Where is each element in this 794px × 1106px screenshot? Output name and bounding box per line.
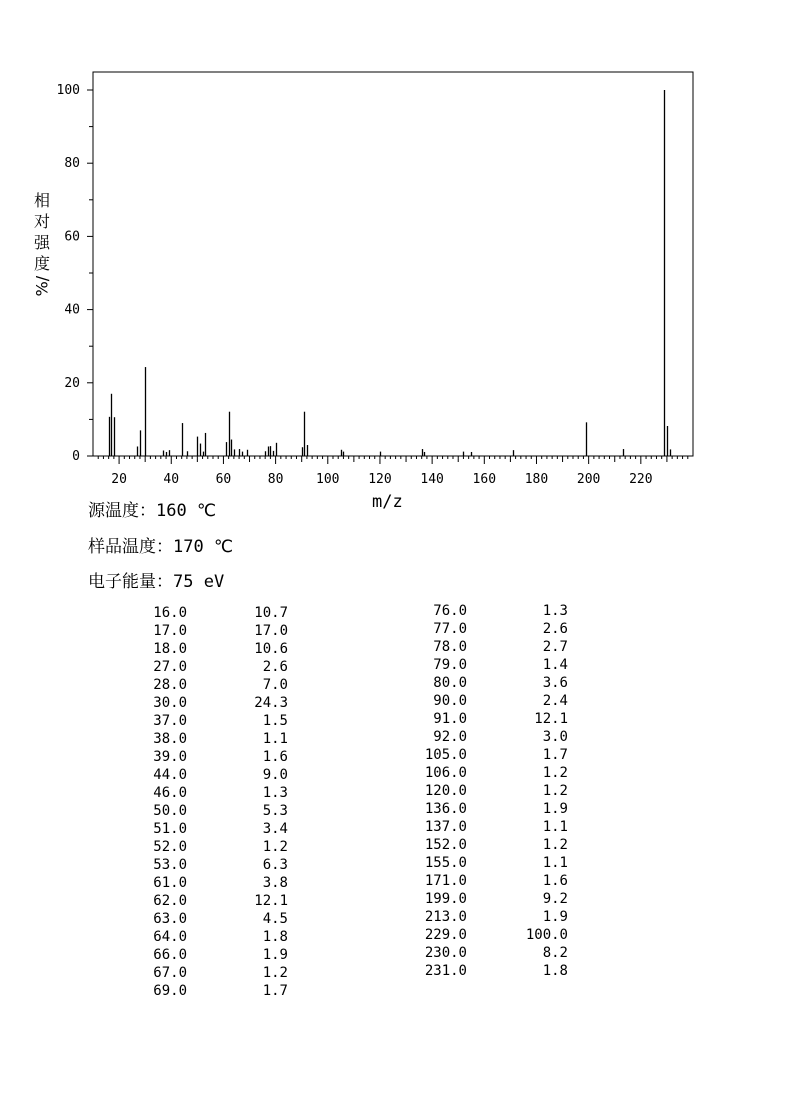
- peak-abundance: 100.0: [525, 927, 568, 943]
- peak-row: [420, 872, 568, 890]
- peak-abundance: 1.3: [542, 603, 568, 619]
- y-axis-label-char: 对: [33, 212, 50, 231]
- source-temperature: 源温度：160 ℃: [88, 501, 217, 521]
- peak-row: [420, 818, 568, 836]
- plot-frame: [93, 72, 693, 456]
- peak-abundance: 1.1: [542, 819, 568, 835]
- peak-row: [140, 964, 288, 982]
- peak-mz: 213.0: [424, 909, 467, 925]
- x-tick-label: 160: [472, 472, 497, 487]
- peak-mz: 152.0: [424, 837, 467, 853]
- x-tick-label: 60: [215, 472, 232, 487]
- peak-abundance: 1.4: [542, 657, 568, 673]
- y-axis-label: [32, 190, 52, 297]
- peak-row: [140, 982, 288, 1000]
- peak-mz: 90.0: [433, 693, 467, 709]
- peak-mz: 230.0: [424, 945, 467, 961]
- peak-mz: 37.0: [153, 713, 187, 729]
- peak-abundance: 1.6: [542, 873, 568, 889]
- y-tick-label: 40: [64, 302, 80, 318]
- peak-mz: 136.0: [424, 801, 467, 817]
- peak-row: [420, 692, 568, 710]
- peak-row: [140, 640, 288, 658]
- peak-row: [140, 784, 288, 802]
- peak-row: [140, 766, 288, 784]
- peak-abundance: 1.8: [262, 929, 288, 945]
- peak-mz: 67.0: [153, 965, 187, 981]
- peak-mz: 18.0: [153, 641, 187, 657]
- peak-abundance: 17.0: [254, 623, 288, 639]
- peak-mz: 120.0: [424, 783, 467, 799]
- peak-row: [420, 602, 568, 620]
- peak-row: [140, 946, 288, 964]
- peak-row: [140, 802, 288, 820]
- peak-mz: 155.0: [424, 855, 467, 871]
- peak-mz: 38.0: [153, 731, 187, 747]
- peak-mz: 63.0: [153, 911, 187, 927]
- peak-mz: 51.0: [153, 821, 187, 837]
- peak-mz: 17.0: [153, 623, 187, 639]
- y-axis-label-char: 度: [33, 254, 50, 273]
- peak-mz: 76.0: [433, 603, 467, 619]
- peak-mz: 53.0: [153, 857, 187, 873]
- peak-mz: 231.0: [424, 963, 467, 979]
- x-axis: [98, 456, 688, 487]
- peak-mz: 171.0: [424, 873, 467, 889]
- peak-abundance: 3.4: [262, 821, 288, 837]
- peak-abundance: 3.0: [542, 729, 568, 745]
- y-tick-label: 80: [64, 156, 80, 172]
- peak-abundance: 12.1: [254, 893, 288, 909]
- peak-abundance: 5.3: [262, 803, 288, 819]
- peak-row: [420, 836, 568, 854]
- peak-abundance: 4.5: [262, 911, 288, 927]
- peak-row: [420, 800, 568, 818]
- y-tick-label: 0: [72, 449, 80, 464]
- peak-row: [140, 838, 288, 856]
- peak-table-right: [420, 602, 568, 980]
- peak-abundance: 10.6: [254, 641, 288, 657]
- peak-mz: 79.0: [433, 657, 467, 673]
- x-tick-label: 20: [111, 472, 127, 487]
- peak-bars: [110, 90, 671, 456]
- peak-row: [420, 926, 568, 944]
- peak-mz: 44.0: [153, 767, 187, 783]
- peak-row: [140, 820, 288, 838]
- peak-mz: 69.0: [153, 983, 187, 999]
- peak-table-left: [140, 604, 288, 1000]
- peak-abundance: 3.8: [262, 875, 288, 891]
- peak-abundance: 1.7: [262, 983, 288, 999]
- peak-mz: 91.0: [433, 711, 467, 727]
- peak-abundance: 9.0: [262, 767, 288, 783]
- peak-mz: 78.0: [433, 639, 467, 655]
- peak-row: [420, 890, 568, 908]
- x-tick-label: 120: [368, 472, 392, 487]
- peak-abundance: 1.9: [542, 801, 568, 817]
- peak-abundance: 1.2: [262, 965, 288, 981]
- peak-row: [420, 638, 568, 656]
- peak-mz: 39.0: [153, 749, 187, 765]
- peak-row: [420, 728, 568, 746]
- peak-mz: 199.0: [424, 891, 467, 907]
- peak-abundance: 6.3: [262, 857, 288, 873]
- peak-row: [420, 944, 568, 962]
- peak-row: [140, 910, 288, 928]
- y-axis-unit: %/: [32, 275, 52, 297]
- y-tick-label: 100: [56, 83, 80, 98]
- peak-abundance: 1.9: [542, 909, 568, 925]
- peak-mz: 16.0: [153, 605, 187, 621]
- peak-row: [140, 676, 288, 694]
- x-tick-label: 100: [316, 472, 340, 487]
- peak-abundance: 7.0: [262, 677, 288, 693]
- peak-mz: 92.0: [433, 729, 467, 745]
- y-tick-label: 20: [64, 375, 80, 391]
- peak-mz: 229.0: [424, 927, 467, 943]
- peak-abundance: 2.4: [542, 693, 568, 709]
- peak-row: [420, 674, 568, 692]
- peak-abundance: 2.6: [262, 659, 288, 675]
- peak-abundance: 9.2: [542, 891, 568, 907]
- x-tick-label: 80: [267, 472, 284, 487]
- x-tick-label: 220: [629, 472, 653, 487]
- peak-row: [140, 622, 288, 640]
- peak-row: [420, 764, 568, 782]
- peak-mz: 105.0: [424, 747, 467, 763]
- peak-abundance: 1.6: [262, 749, 288, 765]
- peak-abundance: 1.5: [262, 713, 288, 729]
- peak-abundance: 2.6: [542, 621, 568, 637]
- electron-energy: 电子能量：75 eV: [88, 572, 225, 592]
- peak-mz: 106.0: [424, 765, 467, 781]
- peak-row: [140, 856, 288, 874]
- peak-abundance: 12.1: [534, 711, 568, 727]
- y-axis-label-char: 强: [33, 233, 50, 252]
- peak-mz: 66.0: [153, 947, 187, 963]
- peak-mz: 64.0: [153, 929, 187, 945]
- peak-row: [420, 710, 568, 728]
- peak-mz: 52.0: [153, 839, 187, 855]
- x-tick-label: 40: [163, 472, 180, 487]
- peak-abundance: 1.2: [542, 765, 568, 781]
- peak-row: [140, 604, 288, 622]
- peak-row: [140, 694, 288, 712]
- peak-mz: 80.0: [433, 675, 467, 691]
- peak-abundance: 1.7: [542, 747, 568, 763]
- peak-abundance: 1.8: [542, 963, 568, 979]
- peak-mz: 137.0: [424, 819, 467, 835]
- x-tick-label: 140: [420, 472, 444, 487]
- peak-mz: 61.0: [153, 875, 187, 891]
- peak-row: [420, 782, 568, 800]
- peak-row: [140, 874, 288, 892]
- peak-mz: 27.0: [153, 659, 187, 675]
- peak-abundance: 8.2: [542, 945, 568, 961]
- peak-abundance: 10.7: [254, 605, 288, 621]
- y-axis: [57, 83, 93, 464]
- peak-row: [140, 748, 288, 766]
- peak-abundance: 1.2: [542, 783, 568, 799]
- peak-abundance: 24.3: [254, 695, 288, 711]
- x-tick-label: 180: [524, 472, 549, 487]
- peak-row: [420, 620, 568, 638]
- peak-mz: 30.0: [153, 695, 187, 711]
- peak-row: [140, 730, 288, 748]
- peak-abundance: 1.9: [262, 947, 288, 963]
- peak-row: [140, 658, 288, 676]
- peak-mz: 77.0: [433, 621, 467, 637]
- peak-row: [140, 892, 288, 910]
- sample-temperature: 样品温度：170 ℃: [88, 537, 234, 557]
- peak-abundance: 1.1: [262, 731, 288, 747]
- peak-row: [420, 656, 568, 674]
- y-tick-label: 60: [64, 229, 80, 245]
- peak-row: [140, 928, 288, 946]
- peak-abundance: 1.3: [262, 785, 288, 801]
- peak-mz: 46.0: [153, 785, 187, 801]
- peak-abundance: 2.7: [542, 639, 568, 655]
- x-axis-label: m/z: [372, 492, 403, 512]
- peak-abundance: 1.2: [542, 837, 568, 853]
- peak-abundance: 1.1: [542, 855, 568, 871]
- peak-abundance: 3.6: [542, 675, 568, 691]
- y-axis-label-char: 相: [33, 191, 50, 210]
- peak-row: [140, 712, 288, 730]
- peak-row: [420, 854, 568, 872]
- mass-spectrum-chart: [0, 0, 794, 500]
- peak-mz: 28.0: [153, 677, 187, 693]
- peak-row: [420, 962, 568, 980]
- x-tick-label: 200: [576, 472, 601, 487]
- peak-mz: 50.0: [153, 803, 187, 819]
- peak-row: [420, 908, 568, 926]
- peak-row: [420, 746, 568, 764]
- peak-mz: 62.0: [153, 893, 187, 909]
- peak-abundance: 1.2: [262, 839, 288, 855]
